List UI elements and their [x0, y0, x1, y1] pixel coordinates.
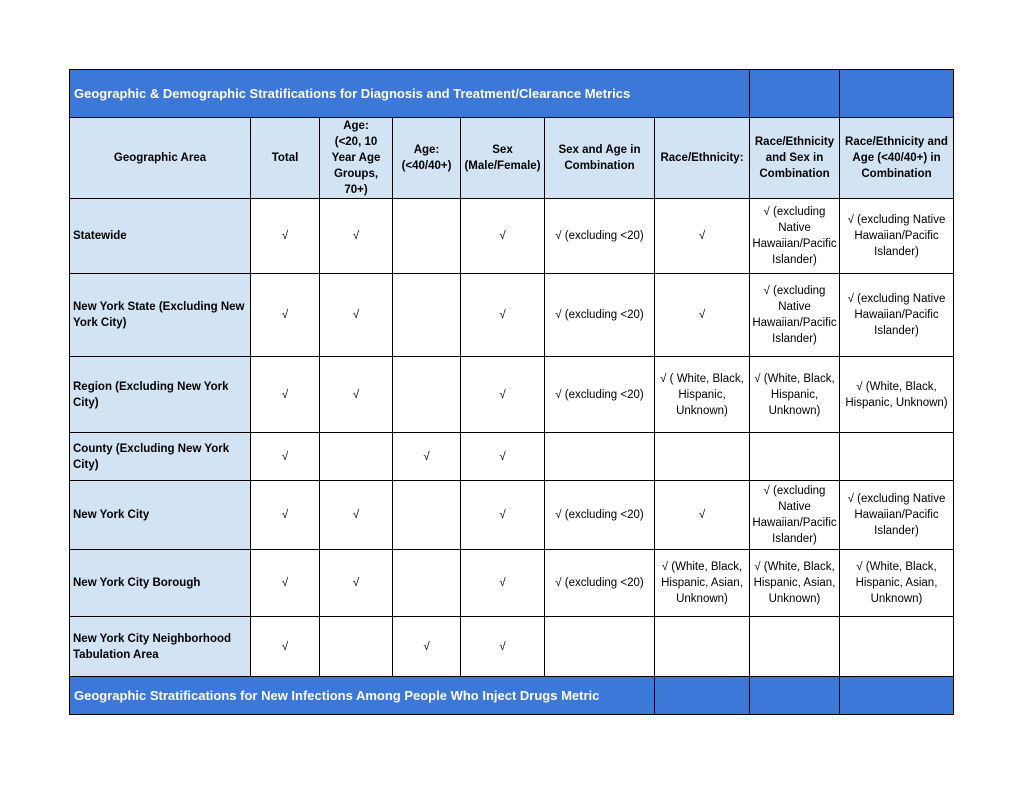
- table-cell: √: [461, 617, 545, 677]
- column-header-race-ethnicity: Race/Ethnicity:: [655, 118, 750, 199]
- table-cell: [840, 433, 954, 481]
- table-cell: √: [461, 433, 545, 481]
- table-cell: [545, 617, 655, 677]
- table-cell: √: [251, 274, 320, 357]
- table-cell: √: [655, 481, 750, 550]
- table-cell: √ (excluding Native Hawaiian/Pacific Islander): [840, 481, 954, 550]
- table-cell: √ (excluding <20): [545, 550, 655, 617]
- table-cell: √: [320, 481, 393, 550]
- table-cell: √ (White, Black, Hispanic, Asian, Unknown): [655, 550, 750, 617]
- table-cell: √ (White, Black, Hispanic, Unknown): [840, 357, 954, 433]
- column-header-sex-and-age: Sex and Age in Combination: [545, 118, 655, 199]
- table-row: [70, 481, 954, 550]
- row-label-cell: County (Excluding New York City): [70, 433, 251, 481]
- row-label-cell: New York City Neighborhood Tabulation Area: [70, 617, 251, 677]
- table-cell: √: [320, 357, 393, 433]
- row-label-cell: New York City Borough: [70, 550, 251, 617]
- column-header-row: [70, 118, 954, 199]
- table-cell: √ (excluding <20): [545, 274, 655, 357]
- row-label-cell: New York State (Excluding New York City): [70, 274, 251, 357]
- table-cell: √: [320, 274, 393, 357]
- table-cell: √ (excluding Native Hawaiian/Pacific Islander): [840, 274, 954, 357]
- row-label-cell: New York City: [70, 481, 251, 550]
- table-row: [70, 274, 954, 357]
- column-header-age-40: Age: (<40/40+): [393, 118, 461, 199]
- table-cell: √ (excluding Native Hawaiian/Pacific Islander): [840, 199, 954, 274]
- table-cell: √: [393, 617, 461, 677]
- table-cell: √: [655, 274, 750, 357]
- table-cell: √: [461, 550, 545, 617]
- table-row: [70, 357, 954, 433]
- column-header-race-ethnicity-and-age: Race/Ethnicity and Age (<40/40+) in Combination: [840, 118, 954, 199]
- table-cell: [655, 617, 750, 677]
- table-cell: [393, 550, 461, 617]
- footer-blank-cell: [750, 677, 840, 715]
- table-cell: √: [251, 481, 320, 550]
- table-cell: [393, 274, 461, 357]
- row-label-cell: Region (Excluding New York City): [70, 357, 251, 433]
- column-header-geographic-area: Geographic Area: [70, 118, 251, 199]
- table-cell: √: [251, 550, 320, 617]
- table-row: [70, 199, 954, 274]
- row-label-cell: Statewide: [70, 199, 251, 274]
- table-cell: √ (White, Black, Hispanic, Unknown): [750, 357, 840, 433]
- table-cell: √ (White, Black, Hispanic, Asian, Unknown): [750, 550, 840, 617]
- column-header-sex: Sex (Male/Female): [461, 118, 545, 199]
- table-cell: √ (excluding <20): [545, 481, 655, 550]
- table-cell: [750, 433, 840, 481]
- table-cell: √: [251, 199, 320, 274]
- table-cell: [840, 617, 954, 677]
- table-row: [70, 550, 954, 617]
- table-cell: √ (excluding <20): [545, 357, 655, 433]
- stratification-table: [69, 69, 954, 715]
- table-footer-title: Geographic Stratifications for New Infections Among People Who Inject Drugs Metric: [70, 677, 655, 715]
- table-cell: [545, 433, 655, 481]
- table-cell: √: [393, 433, 461, 481]
- table-cell: [320, 617, 393, 677]
- table-cell: √: [251, 433, 320, 481]
- table-row: [70, 617, 954, 677]
- table-cell: [320, 433, 393, 481]
- table-cell: √: [251, 357, 320, 433]
- table-cell: √: [320, 199, 393, 274]
- table-cell: √: [461, 274, 545, 357]
- title-blank-cell: [750, 70, 840, 118]
- table-cell: √ (excluding Native Hawaiian/Pacific Islander): [750, 199, 840, 274]
- table-cell: √ (excluding Native Hawaiian/Pacific Islander): [750, 274, 840, 357]
- column-header-race-ethnicity-and-sex: Race/Ethnicity and Sex in Combination: [750, 118, 840, 199]
- table-cell: [393, 481, 461, 550]
- table-cell: √: [655, 199, 750, 274]
- footer-blank-cell: [840, 677, 954, 715]
- column-header-total: Total: [251, 118, 320, 199]
- table-cell: √ ( White, Black, Hispanic, Unknown): [655, 357, 750, 433]
- table-row: [70, 433, 954, 481]
- table-cell: [393, 199, 461, 274]
- table-cell: √ (excluding Native Hawaiian/Pacific Islander): [750, 481, 840, 550]
- table-cell: √: [461, 199, 545, 274]
- table-cell: √: [320, 550, 393, 617]
- table-cell: √: [461, 481, 545, 550]
- table-cell: [750, 617, 840, 677]
- table-cell: √: [461, 357, 545, 433]
- table-cell: [655, 433, 750, 481]
- column-header-age-groups: Age: (<20, 10 Year Age Groups, 70+): [320, 118, 393, 199]
- table-cell: [393, 357, 461, 433]
- footer-blank-cell: [655, 677, 750, 715]
- title-blank-cell: [840, 70, 954, 118]
- table-title: Geographic & Demographic Stratifications for Diagnosis and Treatment/Clearance Metrics: [70, 70, 750, 118]
- table-cell: √ (excluding <20): [545, 199, 655, 274]
- table-cell: √: [251, 617, 320, 677]
- table-cell: √ (White, Black, Hispanic, Asian, Unknown): [840, 550, 954, 617]
